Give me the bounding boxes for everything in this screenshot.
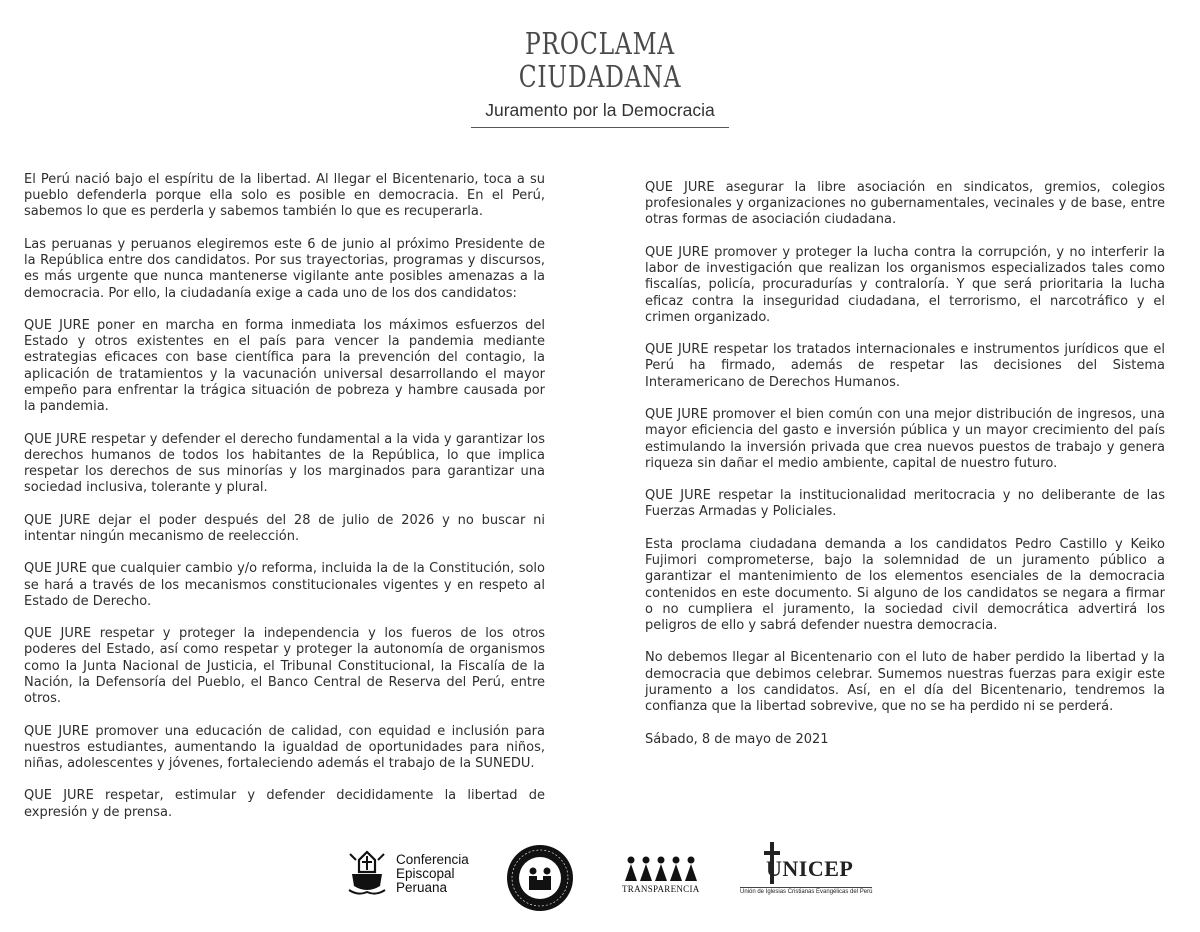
paragraph: QUE JURE respetar los tratados internacionales e instrumentos jurídicos que el Perú ha firmado, además de respetar las decisiones del Sistema Interamericano de Derechos Humanos.: [645, 342, 1165, 390]
paragraph: QUE JURE poner en marcha en forma inmediata los máximos esfuerzos del Estado y otros existentes en el país para vencer la pandemia mediante estrategias eficaces con base científica para la prevención del contagio, la aplicación de tratamientos y la vacunación universal desarrollando el mayor empeño para enfrentar la trágica situación de pobreza y hambre causada por la pandemia.: [24, 318, 545, 415]
paragraph: QUE JURE promover y proteger la lucha contra la corrupción, y no interferir la labor de investigación que realizan los organismos especializados tales como fiscalías, policía, procuradurías y contraloría. Y que será prioritaria la lucha eficaz contra la inseguridad ciudadana, el terrorismo, el narcotráfico y el crimen organizado.: [645, 244, 1165, 325]
date-line: Sábado, 8 de mayo de 2021: [645, 731, 829, 747]
people-row-icon: [624, 856, 698, 882]
paragraph: QUE JURE promover una educación de calidad, con equidad e inclusión para nuestros estudiantes, aumentando la igualdad de oportunidades para niños, niñas, adolescentes y jóvenes, fortaleciendo además el trabajo de la SUNEDU.: [24, 723, 545, 771]
title-line-2: CIUDADANA: [518, 60, 682, 95]
unicep-subtitle: Unión de Iglesias Cristianas Evangélicas del Perú: [740, 889, 873, 895]
cnddhh-seal-icon: [506, 844, 574, 912]
right-column: [645, 180, 1165, 764]
header-divider: [471, 127, 729, 128]
paragraph: QUE JURE respetar y proteger la independencia y los fueros de los otros poderes del Estado, así como respetar y proteger la autonomía de organismos como la Junta Nacional de Justicia, el Tribunal Constitucional, la Fiscalía de la Nación, la Defensoría del Pueblo, el Banco Central de Reserva del Perú, entre otros.: [24, 626, 545, 707]
miter-shield-icon: [346, 850, 388, 896]
paragraph: Esta proclama ciudadana demanda a los candidatos Pedro Castillo y Keiko Fujimori comprometerse, bajo la solemnidad de un juramento público a garantizar el mantenimiento de los elementos esenciales de la democracia contenidos en este documento. Si alguno de los candidatos se negara a firmar o no cumpliera el juramento, la sociedad civil democrática advertirá los peligros de ello y sabrá defender nuestra democracia.: [645, 536, 1165, 633]
paragraph: No debemos llegar al Bicentenario con el luto de haber perdido la libertad y la democracia que debimos celebrar. Sumemos nuestras fuerzas para exigir este juramento a los candidatos. Así, en el día del Bicentenario, tendremos la confianza que la libertad sobrevive, que no se ha perdido ni se perderá.: [645, 650, 1165, 715]
paragraph: QUE JURE respetar la institucionalidad meritocracia y no deliberante de las Fuerzas Armadas y Policiales.: [645, 488, 1165, 520]
cep-logo-text: [396, 853, 469, 895]
cep-line: Peruana: [396, 880, 448, 895]
paragraph: QUE JURE que cualquier cambio y/o reforma, incluida la de la Constitución, solo se hará a través de los mecanismos constitucionales vigentes y en respeto al Estado de Derecho.: [24, 561, 545, 609]
paragraph: QUE JURE respetar y defender el derecho fundamental a la vida y garantizar los derechos humanos de todos los habitantes de la República, lo que implica respetar los derechos de sus minorías y los marginados para garantizar una sociedad inclusiva, tolerante y plural.: [24, 431, 545, 496]
paragraph: QUE JURE dejar el poder después del 28 de julio de 2026 y no buscar ni intentar ningún mecanismo de reelección.: [24, 512, 545, 544]
paragraph: QUE JURE asegurar la libre asociación en sindicatos, gremios, colegios profesionales y organizaciones no gubernamentales, vecinales y de base, entre otras formas de asociación ciudadana.: [645, 180, 1165, 228]
paragraph: QUE JURE promover el bien común con una mejor distribución de ingresos, una mayor eficiencia del gasto e inversión pública y un mayor crecimiento del país estimulando la inversión privada que crea nuevos puestos de trabajo y genera riqueza sin dañar el medio ambiente, capital de nuestro futuro.: [645, 407, 1165, 471]
unicep-name: UNICEP: [766, 856, 854, 881]
cep-line: Conferencia: [396, 852, 469, 867]
document-header: [0, 28, 1200, 128]
transparencia-label: TRANSPARENCIA: [622, 884, 700, 894]
left-column: [24, 172, 545, 837]
cep-line: Episcopal: [396, 866, 455, 881]
paragraph: El Perú nació bajo el espíritu de la libertad. Al llegar el Bicentenario, toca a su pueblo defenderla porque ella solo es posible en democracia. En el Perú, sabemos lo que es perderla y sabemos también lo que es recuperarla.: [24, 172, 545, 220]
title-line-1: PROCLAMA: [524, 27, 675, 62]
subtitle: Juramento por la Democracia: [485, 100, 715, 120]
paragraph: Las peruanas y peruanos elegiremos este 6 de junio al próximo Presidente de la República entre dos candidatos. Por sus trayectorias, programas y discursos, es más urgente que nunca mantenerse vigilante ante posibles amenazas a la democracia. Por ello, la ciudadanía exige a cada uno de los dos candidatos:: [24, 236, 545, 301]
paragraph: QUE JURE respetar, estimular y defender decididamente la libertad de expresión y de prensa.: [24, 788, 545, 820]
